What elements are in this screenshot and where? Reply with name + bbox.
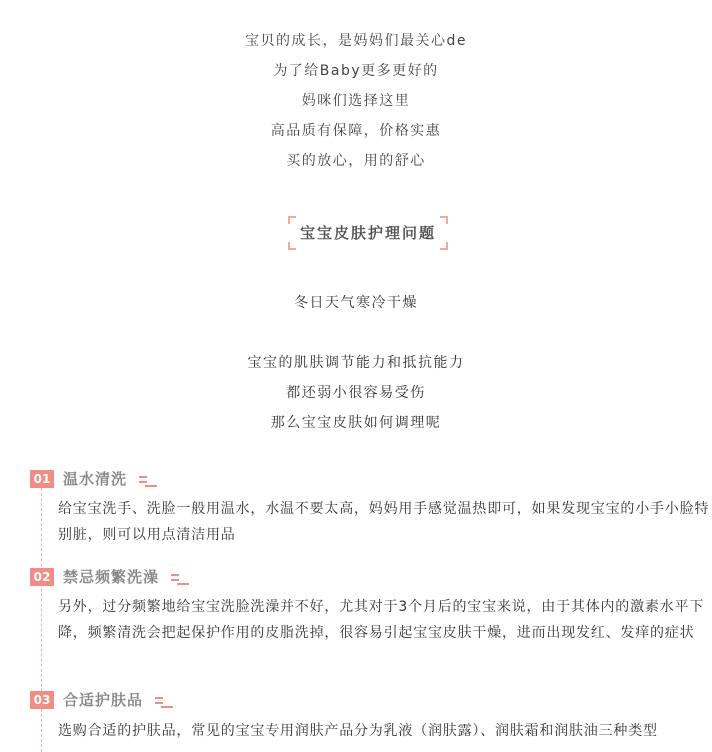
intro-line: 宝贝的成长，是妈妈们最关心de [245, 33, 467, 49]
weather-line: 冬日天气寒冷干燥 [294, 295, 418, 311]
intro-line: 妈咪们选择这里 [301, 93, 411, 109]
concern-line: 都还弱小很容易受伤 [286, 385, 426, 401]
tip-title-text: 温水清洗 [63, 470, 128, 488]
tip-title [63, 566, 191, 588]
tip-title [63, 468, 159, 490]
intro-block [0, 28, 712, 178]
section-title: 宝宝皮肤护理问题 [299, 224, 436, 242]
tip-number-badge: 01 [30, 470, 54, 488]
tip-body-2: 另外，过分频繁地给宝宝洗脸洗澡并不好，尤其对于3个月后的宝宝来说，由于其体内的激素水平下降，频繁清洗会把起保护作用的皮脂洗掉，很容易引起宝宝皮肤干燥，进而出现发红、发痒的症状 [58, 599, 705, 641]
weather-block [0, 290, 712, 320]
tip-title [63, 689, 175, 711]
concern-line: 宝宝的肌肤调节能力和抵抗能力 [247, 355, 465, 371]
intro-line: 为了给Baby更多更好的 [273, 63, 439, 79]
tip-title-text: 合适护肤品 [63, 691, 144, 709]
dash-decoration-icon [139, 473, 159, 487]
tip-title-text: 禁忌频繁洗澡 [63, 568, 160, 586]
intro-line: 买的放心，用的舒心 [286, 153, 426, 169]
tip-body-1: 给宝宝洗手、洗脸一般用温水，水温不要太高，妈妈用手感觉温热即可，如果发现宝宝的小手小脸特别脏，则可以用点清洁用品 [58, 501, 710, 543]
dash-decoration-icon [155, 694, 175, 708]
concern-block [0, 350, 712, 440]
intro-line: 高品质有保障，价格实惠 [270, 123, 442, 139]
tip-body-3: 选购合适的护肤品，常见的宝宝专用润肤产品分为乳液（润肤露）、润肤霜和润肤油三种类型 [58, 723, 658, 739]
timeline-divider [41, 478, 42, 752]
dash-decoration-icon [171, 571, 191, 585]
section-title-box [288, 216, 448, 250]
concern-line: 那么宝宝皮肤如何调理呢 [270, 415, 442, 431]
tip-number-badge: 03 [30, 691, 54, 709]
tip-number-badge: 02 [30, 568, 54, 586]
